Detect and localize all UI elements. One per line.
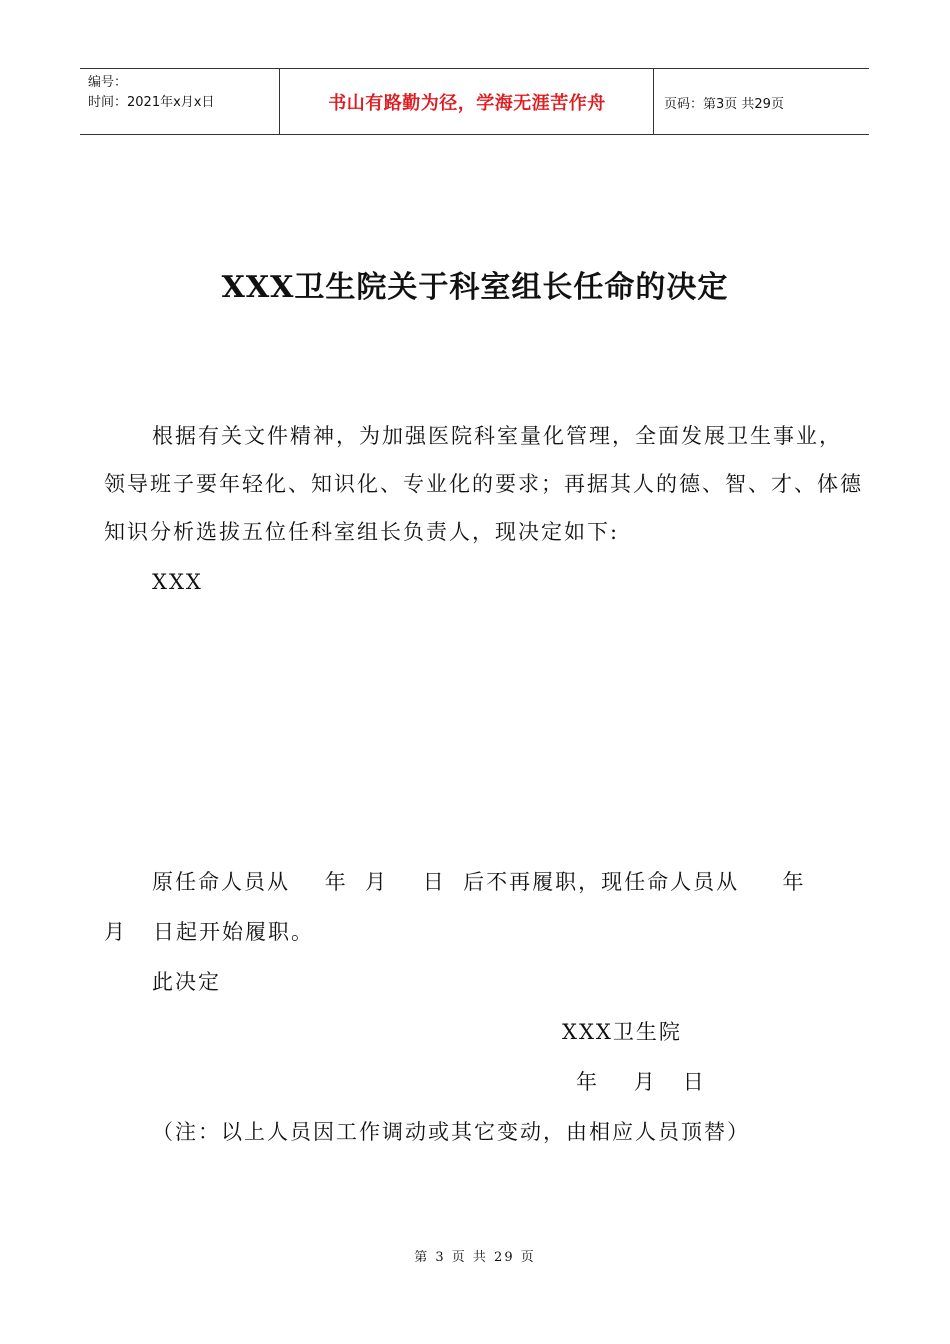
number-label: 编号：: [88, 75, 128, 90]
page-footer: 第 3 页 共 29 页: [414, 1250, 536, 1265]
header-divider: [279, 69, 280, 134]
body-paragraph-2-line-1: 原任命人员从 年 月 日 后不再履职，现任命人员从 年: [152, 870, 806, 894]
header-motto: 书山有路勤为径，学海无涯苦作舟: [328, 93, 606, 114]
note-text: （注：以上人员因工作调动或其它变动，由相应人员顶替）: [152, 1120, 750, 1144]
body-paragraph-1: 根据有关文件精神，为加强医院科室量化管理，全面发展卫生事业，领导班子要年轻化、知识化、专业化的要求；再据其人的德、智、才、体德知识分析选拔五位任科室组长负责人，现决定如下:: [104, 424, 863, 544]
header-page-info: 页码：第3页 共29页: [664, 96, 784, 112]
header-meta: [88, 73, 278, 113]
signature-date: 年 月 日: [576, 1070, 706, 1094]
placeholder-name: XXX: [152, 570, 203, 594]
signature-org: XXX卫生院: [562, 1020, 682, 1044]
time-label: 时间：2021年x月x日: [88, 95, 215, 110]
document-title: XXX卫生院关于科室组长任命的决定: [221, 270, 729, 305]
header-divider: [653, 69, 654, 134]
body-paragraph-2-line-2: 月 日起开始履职。: [104, 920, 315, 944]
closing-text: 此决定: [152, 970, 221, 994]
header-table: [80, 68, 869, 135]
